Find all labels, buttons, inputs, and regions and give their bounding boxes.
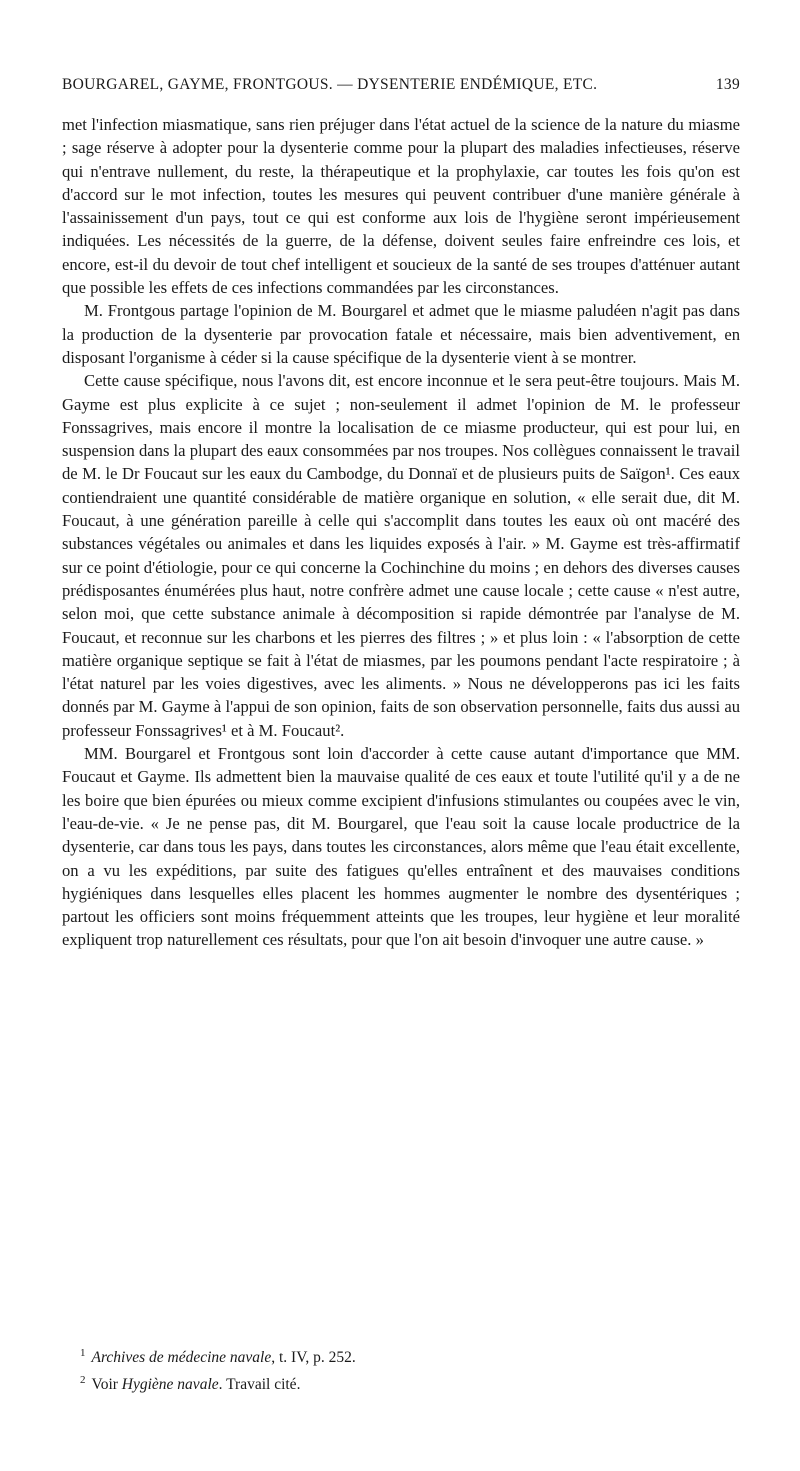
paragraph: MM. Bourgarel et Frontgous sont loin d'accorder à cette cause autant d'importance que MM. Foucaut et Gayme. Ils admettent bien la mauvaise qualité de ces eaux et toute l'utilité qu'il y a de ne les boire que bien épurées ou mieux comme excipient d'infusions stimulantes ou coupées avec le vin, l'eau-de-vie. « Je ne pense pas, dit M. Bourgarel, que l'eau soit la cause locale productrice de la dysenterie, car dans tous les pays, dans toutes les circonstances, alors même que l'eau était excellente, on a vu les expéditions, par suite des fatigues qu'elles entraînent et des mauvaises conditions hygiéniques dans lesquelles elles placent les hommes augmenter le nombre des dysentériques ; partout les officiers sont moins fréquemment atteints que les troupes, leur hygiène et leur moralité expliquent trop naturellement ces résultats, pour que l'on ait besoin d'invoquer une autre cause. »: [62, 744, 740, 950]
body-text: [62, 113, 740, 952]
footnote-prefix: Voir: [91, 1376, 122, 1394]
page-number: 139: [715, 76, 740, 93]
footnote: [62, 1342, 740, 1369]
running-header: [62, 76, 740, 94]
paragraph: Cette cause spécifique, nous l'avons dit, est encore inconnue et le sera peut-être toujours. Mais M. Gayme est plus explicite à ce sujet ; non-seulement il admet l'opinion de M. le professeur Fonssagrives, mais encore il montre la localisation de ce miasme producteur, qui est pour lui, en suspension dans la plupart des eaux consommées par nos troupes. Nos collègues connaissent le travail de M. le Dr Foucaut sur les eaux du Cambodge, du Donnaï et de plusieurs puits de Saïgon¹. Ces eaux contiendraient une quantité considérable de matière organique en solution, « elle serait due, dit M. Foucaut, à une génération pareille à celle qui s'accomplit dans toutes les eaux où ont macéré des substances végétales ou animales et dans les liquides exposés à l'air. » M. Gayme est très-affirmatif sur ce point d'étiologie, pour ce qui concerne la Cochinchine du moins ; en dehors des diverses causes prédisposantes énumérées plus haut, notre confrère admet une cause locale ; cette cause « n'est autre, selon moi, que cette substance animale à décomposition si rapide démontrée par l'analyse de M. Foucaut, et reconnue sur les charbons et les pierres des filtres ; » et plus loin : « l'absorption de cette matière organique septique se fait à l'état de miasmes, par les poumons pendant l'acte respiratoire ; à l'état naturel par les voies digestives, avec les aliments. » Nous ne développerons pas ici les faits donnés par M. Gayme à l'appui de son opinion, faits de son observation personnelle, faits dus aussi au professeur Fonssagrives¹ et à M. Foucaut².: [62, 371, 740, 740]
footnote: [62, 1369, 740, 1396]
footnote-text: . Travail cité.: [218, 1376, 301, 1394]
footnote-mark: 2: [80, 1374, 86, 1387]
footnote-mark: 1: [80, 1347, 86, 1359]
paragraph: M. Frontgous partage l'opinion de M. Bourgarel et admet que le miasme paludéen n'agit pas dans la production de la dysenterie par provocation fatale et nécessaire, mais bien adventivement, en disposant l'organisme à céder si la cause spécifique de la dysenterie vient à se montrer.: [62, 301, 740, 367]
running-title: BOURGAREL, GAYME, FRONTGOUS. — DYSENTERIE ENDÉMIQUE, ETC.: [62, 76, 598, 93]
footnote-title: Archives de médecine navale: [91, 1349, 272, 1367]
footnote-text: , t. IV, p. 252.: [271, 1349, 356, 1367]
footnotes: [62, 1342, 740, 1396]
footnote-title: Hygiène navale: [121, 1376, 219, 1394]
paragraph: met l'infection miasmatique, sans rien préjuger dans l'état actuel de la science de la nature du miasme ; sage réserve à adopter pour la dysenterie comme pour la plupart des maladies infectieuses, réserve qui n'entrave nullement, du reste, la thérapeutique et la prophylaxie, car toutes les fois qu'on est d'accord sur le mot infection, toutes les mesures qui peuvent contribuer d'une manière générale à l'assainissement d'un pays, tout ce qui est conforme aux lois de l'hygiène seront impérieusement indiquées. Les nécessités de la guerre, de la défense, doivent seules faire enfreindre ces lois, et encore, est-il du devoir de tout chef intelligent et soucieux de la santé de ses troupes d'atténuer autant que possible les effets de ces infections commandées par les circonstances.: [62, 115, 740, 298]
